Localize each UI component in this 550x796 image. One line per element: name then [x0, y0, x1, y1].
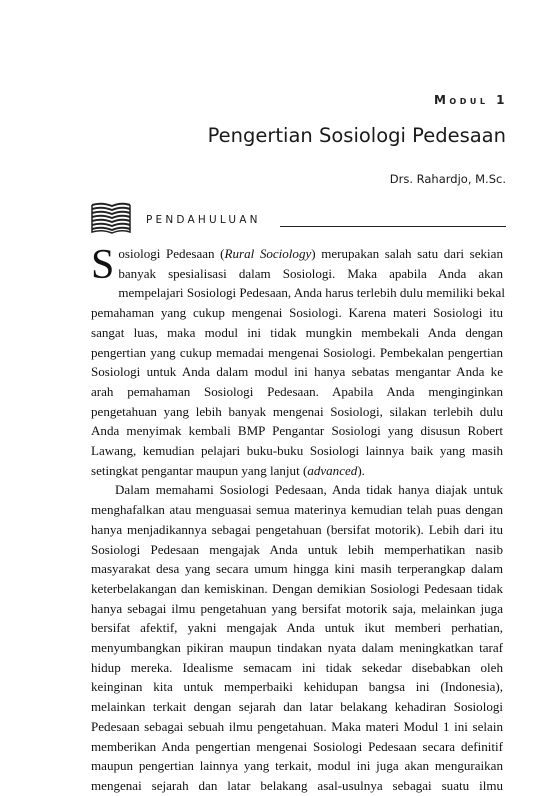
text-line: pengertian yang cukup memadai mengenai Sosiologi. Pembekalan pengertian	[91, 344, 503, 360]
text-line: mengenai sejarah dan latar belakang asal-usulnya sebagai suatu ilmu	[91, 777, 503, 793]
text-line: masyarakat desa yang secara umum hingga kini masih terperangkap dalam	[91, 561, 503, 577]
text-line: Sosiologi untuk Anda dalam modul ini hanya sebatas mengantar Anda ke	[91, 364, 503, 380]
text-line: banyak spesialisasi dalam Sosiologi. Maka apabila Anda akan	[118, 265, 503, 281]
text-line: mempelajari Sosiologi Pedesaan, Anda harus terlebih dulu memiliki bekal	[118, 285, 505, 301]
text-line: pemahaman yang cukup mengenai Sosiologi. Karena materi Sosiologi itu	[91, 305, 503, 321]
module-number: Modul 1	[433, 93, 508, 107]
paragraph-2	[91, 480, 503, 795]
text-line: memberikan Anda pengertian mengenai Sosiologi Pedesaan secara definitif	[91, 738, 503, 754]
text-line: hidup mereka. Idealisme semacam ini tidak sekedar disebabkan oleh	[91, 659, 503, 675]
book-pages-icon	[90, 201, 132, 235]
text-line: maupun pengertian lainnya yang terkait, modul ini juga akan menguraikan	[91, 758, 503, 774]
text-line: menyumbangkan pikiran maupun tindakan nyata dalam meningkatkan taraf	[91, 640, 503, 656]
text-line: bersifat afektif, yakni mengajak Anda untuk ikut memberi perhatian,	[91, 620, 503, 636]
paragraph-1	[91, 244, 503, 480]
text-line: setingkat pengantar maupun yang lanjut (advanced).	[91, 462, 365, 478]
text-line: arah pemahaman Sosiologi Pedesaan. Apabila Anda menginginkan	[91, 383, 503, 399]
text-line: hanya menjadikannya sebagai pengetahuan (bersifat motorik). Lebih dari itu	[91, 521, 503, 537]
text-line: Sosiologi Pedesaan mengajak Anda untuk lebih memperhatikan nasib	[91, 541, 503, 557]
text-line: pengetahuan yang lebih banyak mengenai Sosiologi, silakan terlebih dulu	[91, 403, 503, 419]
text-line: hanya sebagai ilmu pengetahuan yang bersifat motorik saja, melainkan juga	[91, 600, 503, 616]
text-line: osiologi Pedesaan (Rural Sociology) merupakan salah satu dari sekian	[118, 246, 503, 261]
section-header	[90, 201, 506, 235]
section-divider	[280, 226, 506, 227]
text-line: Anda menyimak kembali BMP Pengantar Sosiologi yang disusun Robert	[91, 423, 503, 439]
text-line: sangat luas, maka modul ini tidak mungkin membekali Anda dengan	[91, 324, 503, 340]
text-line: keinginan kita untuk memperbaiki kehidupan bangsa ini (Indonesia),	[91, 679, 503, 695]
text-line: Pedesaan sebagai sebuah ilmu pengetahuan. Maka materi Modul 1 ini selain	[91, 718, 503, 734]
text-line: Lawang, kemudian pelajari buku-buku Sosiologi lainnya baik yang masih	[91, 443, 503, 459]
text-line: menghafalkan atau menguasai semua materinya kemudian telah puas dengan	[91, 502, 503, 518]
author-name: Drs. Rahardjo, M.Sc.	[389, 172, 506, 186]
text-line: melainkan terkait dengan sejarah dan latar belakang kehadiran Sosiologi	[91, 699, 503, 715]
section-title: PENDAHULUAN	[146, 214, 261, 226]
text-line: Dalam memahami Sosiologi Pedesaan, Anda tidak hanya diajak untuk	[115, 482, 503, 498]
text-line: keterbelakangan dan kemiskinan. Dengan demikian Sosiologi Pedesaan tidak	[91, 580, 503, 596]
body-text	[91, 244, 503, 796]
drop-cap: S	[91, 242, 115, 288]
page-title: Pengertian Sosiologi Pedesaan	[207, 124, 506, 147]
